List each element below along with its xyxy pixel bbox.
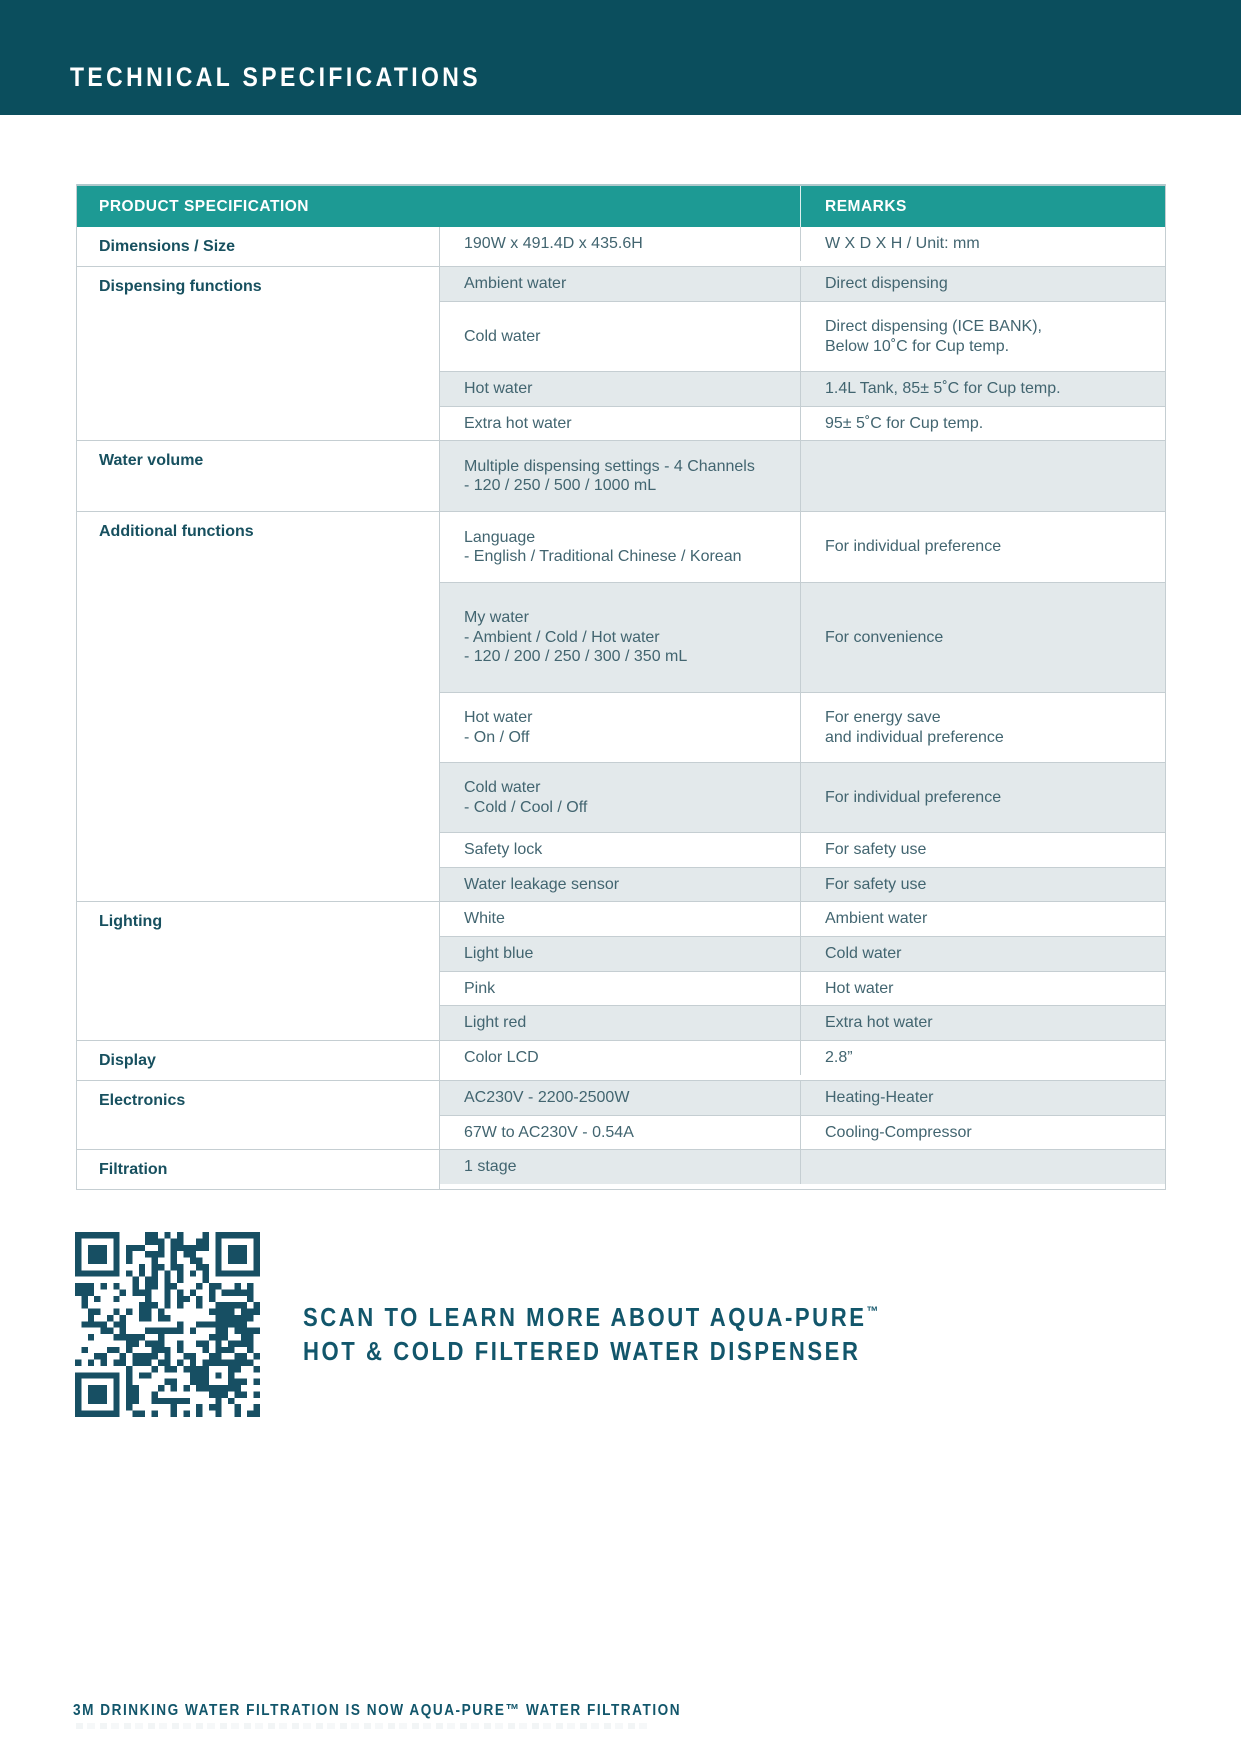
spec-cell: Color LCD <box>440 1041 801 1075</box>
table-row <box>440 1150 1165 1184</box>
spec-cell: Water leakage sensor <box>440 868 801 902</box>
remark-cell: Direct dispensing (ICE BANK), Below 10˚C for Cup temp. <box>825 318 1042 355</box>
table-group <box>77 1149 1165 1189</box>
scan-heading-line2: HOT & COLD FILTERED WATER DISPENSER <box>303 1336 861 1366</box>
category-cell: Display <box>77 1041 440 1080</box>
remark-cell: 2.8” <box>825 1048 853 1066</box>
remark-cell: 1.4L Tank, 85± 5˚C for Cup temp. <box>825 380 1061 397</box>
spec-cell: My water - Ambient / Cold / Hot water - 120 / 200 / 250 / 300 / 350 mL <box>440 583 801 692</box>
table-row <box>440 1041 1165 1075</box>
footer-secondary-text-faint <box>76 1723 651 1729</box>
spec-cell: Ambient water <box>440 267 801 301</box>
category-cell: Electronics <box>77 1081 440 1150</box>
spec-table <box>76 184 1166 1190</box>
table-row <box>440 227 1165 261</box>
remark-cell: For individual preference <box>825 788 1002 806</box>
table-row <box>440 692 1165 762</box>
group-rows <box>440 1150 1165 1189</box>
remark-cell <box>801 1150 1165 1184</box>
table-group <box>77 511 1165 901</box>
table-row <box>440 971 1165 1006</box>
category-cell: Filtration <box>77 1150 440 1189</box>
spec-cell: Cold water - Cold / Cool / Off <box>440 763 801 832</box>
table-group <box>77 901 1165 1040</box>
table-row <box>440 406 1165 441</box>
spec-cell: 1 stage <box>440 1150 801 1184</box>
table-row <box>440 902 1165 936</box>
category-cell: Dispensing functions <box>77 267 440 440</box>
group-rows <box>440 441 1165 511</box>
category-cell: Dimensions / Size <box>77 227 440 266</box>
table-header-row <box>77 184 1165 227</box>
spec-cell: Hot water - On / Off <box>440 693 801 762</box>
spec-cell: Safety lock <box>440 833 801 867</box>
spec-cell: Multiple dispensing settings - 4 Channels - 120 / 250 / 500 / 1000 mL <box>440 441 801 511</box>
spec-cell: Language - English / Traditional Chinese / Korean <box>440 512 801 582</box>
spec-cell: Hot water <box>440 372 801 406</box>
remark-cell: For energy save and individual preference <box>825 709 1004 746</box>
table-group <box>77 266 1165 440</box>
remark-cell: For safety use <box>825 875 927 893</box>
group-rows <box>440 227 1165 266</box>
remark-cell <box>801 441 1165 511</box>
spec-cell: Light blue <box>440 937 801 971</box>
table-row <box>440 832 1165 867</box>
table-row <box>440 267 1165 301</box>
table-row <box>440 512 1165 582</box>
remark-cell: Cold water <box>825 945 902 962</box>
table-row <box>440 1115 1165 1150</box>
remark-cell: Direct dispensing <box>825 275 948 293</box>
remark-cell: 95± 5˚C for Cup temp. <box>825 414 984 432</box>
category-cell: Water volume <box>77 441 440 511</box>
spec-cell: Light red <box>440 1006 801 1040</box>
table-group <box>77 1080 1165 1150</box>
remark-cell: Ambient water <box>825 910 928 928</box>
table-group <box>77 227 1165 266</box>
table-row <box>440 301 1165 371</box>
footer-text: 3M DRINKING WATER FILTRATION IS NOW AQUA-PURE™ WATER FILTRATION <box>73 1702 682 1719</box>
table-row <box>440 867 1165 902</box>
spec-cell: AC230V - 2200-2500W <box>440 1081 801 1115</box>
table-row <box>440 441 1165 511</box>
spec-cell: Extra hot water <box>440 407 801 441</box>
remark-cell: Heating-Heater <box>825 1088 934 1106</box>
table-row <box>440 762 1165 832</box>
group-rows <box>440 1041 1165 1080</box>
remark-cell: For individual preference <box>825 538 1002 556</box>
header-product-specification: PRODUCT SPECIFICATION <box>77 186 801 227</box>
trademark-symbol: ™ <box>866 1303 879 1319</box>
table-group <box>77 1040 1165 1080</box>
group-rows <box>440 267 1165 440</box>
group-rows <box>440 512 1165 901</box>
category-cell: Lighting <box>77 902 440 1040</box>
page-title: TECHNICAL SPECIFICATIONS <box>70 62 482 92</box>
scan-heading <box>303 1294 878 1368</box>
header-remarks: REMARKS <box>825 197 907 215</box>
remark-cell: Hot water <box>825 979 894 997</box>
table-row <box>440 371 1165 406</box>
spec-cell: Cold water <box>440 302 801 371</box>
spec-cell: Pink <box>440 972 801 1006</box>
table-row <box>440 1081 1165 1115</box>
top-bar <box>0 0 1241 115</box>
category-cell: Additional functions <box>77 512 440 901</box>
remark-cell: W X D X H / Unit: mm <box>825 235 980 253</box>
remark-cell: Cooling-Compressor <box>825 1123 972 1141</box>
spec-cell: 67W to AC230V - 0.54A <box>440 1116 801 1150</box>
group-rows <box>440 902 1165 1040</box>
spec-table-body <box>77 227 1165 1189</box>
spec-cell: White <box>440 902 801 936</box>
spec-cell: 190W x 491.4D x 435.6H <box>440 227 801 261</box>
remark-cell: Extra hot water <box>825 1014 933 1031</box>
table-group <box>77 440 1165 511</box>
table-row <box>440 582 1165 692</box>
qr-code <box>75 1232 260 1417</box>
scan-heading-line1: SCAN TO LEARN MORE ABOUT AQUA-PURE™ <box>303 1302 879 1332</box>
group-rows <box>440 1081 1165 1150</box>
remark-cell: For safety use <box>825 841 927 858</box>
table-row <box>440 936 1165 971</box>
table-row <box>440 1005 1165 1040</box>
remark-cell: For convenience <box>825 628 944 646</box>
